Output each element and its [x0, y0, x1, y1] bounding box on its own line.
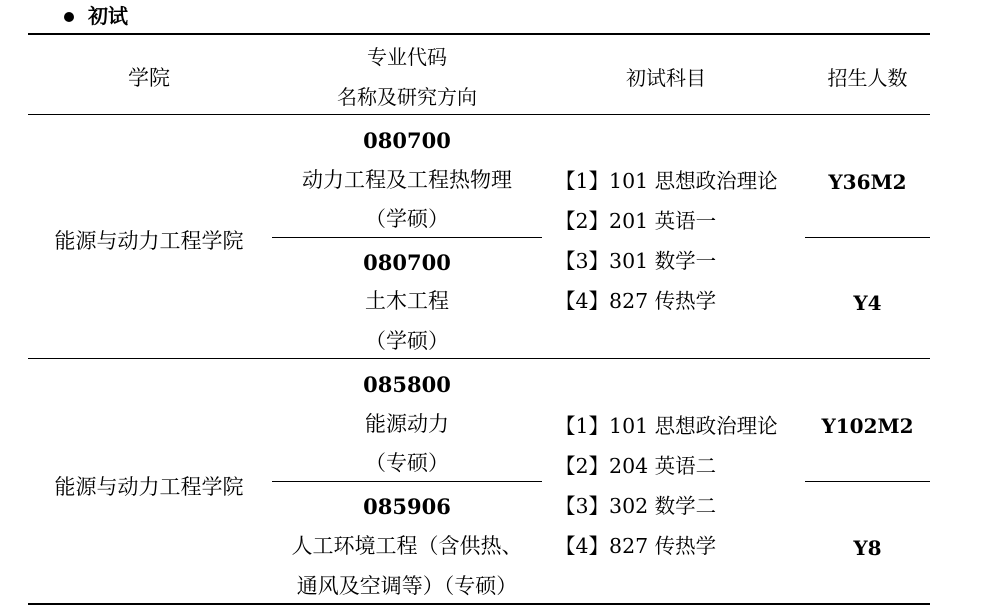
major-name: 土木工程 — [365, 289, 449, 313]
header-bottom-rule — [28, 114, 930, 115]
exam-subject: 【3】302 数学二 — [555, 494, 717, 518]
college-name: 能源与动力工程学院 — [54, 475, 244, 499]
enrollment-divider-rule — [805, 481, 930, 482]
header-enrollment: 招生人数 — [827, 66, 908, 90]
header-college: 学院 — [128, 66, 170, 90]
major-code: 085906 — [363, 494, 451, 519]
major-code: 080700 — [363, 250, 451, 275]
exam-subject: 【2】204 英语二 — [555, 454, 717, 478]
enrollment-count: Y4 — [853, 291, 882, 315]
major-type: （专硕） — [365, 451, 449, 475]
major-name: 人工环境工程（含供热、 — [291, 534, 523, 558]
enrollment-count: Y36M2 — [828, 170, 907, 194]
table-top-rule — [28, 33, 930, 35]
header-major-line1: 专业代码 — [367, 45, 447, 69]
major-name: 动力工程及工程热物理 — [302, 168, 512, 192]
major-code: 085800 — [363, 372, 451, 397]
enrollment-divider-rule — [805, 237, 930, 238]
college-name: 能源与动力工程学院 — [54, 229, 244, 253]
table-bottom-rule — [28, 603, 930, 605]
exam-subject: 【3】301 数学一 — [555, 249, 717, 273]
exam-subject: 【4】827 传热学 — [555, 289, 717, 313]
exam-subject: 【4】827 传热学 — [555, 534, 717, 558]
section-title: 初试 — [88, 4, 128, 28]
exam-subject: 【2】201 英语一 — [555, 209, 717, 233]
major-divider-rule — [272, 481, 542, 482]
major-divider-rule — [272, 237, 542, 238]
major-type: （学硕） — [365, 329, 449, 353]
major-type: 通风及空调等）（专硕） — [296, 574, 518, 598]
enrollment-count: Y102M2 — [821, 414, 914, 438]
bullet-icon — [64, 12, 74, 22]
header-major-line2: 名称及研究方向 — [337, 85, 477, 109]
exam-subject: 【1】101 思想政治理论 — [555, 414, 778, 438]
major-type: （学硕） — [365, 207, 449, 231]
header-subjects: 初试科目 — [626, 66, 706, 90]
major-name: 能源动力 — [365, 412, 449, 436]
major-code: 080700 — [363, 128, 451, 153]
enrollment-count: Y8 — [853, 536, 882, 560]
exam-subject: 【1】101 思想政治理论 — [555, 169, 778, 193]
group-divider-rule — [28, 358, 930, 359]
